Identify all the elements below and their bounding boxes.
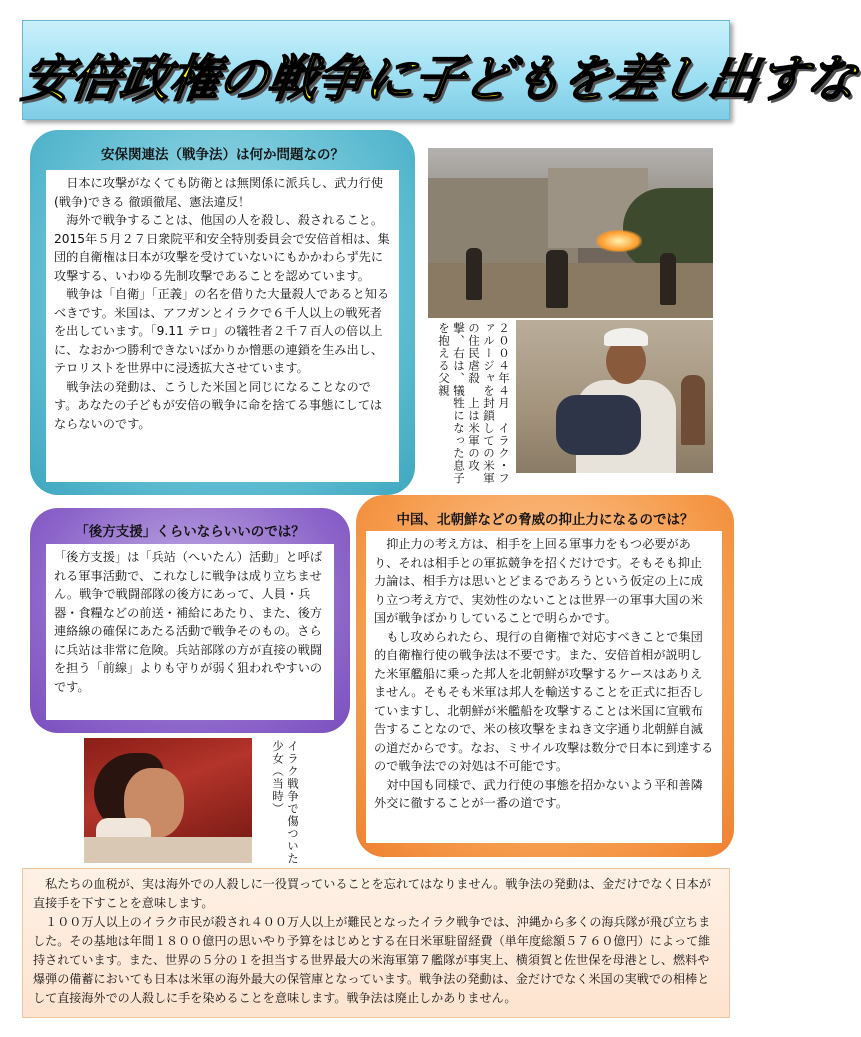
photo-person — [546, 250, 568, 308]
paragraph: １００万人以上のイラク市民が殺され４００万人以上が難民となったイラク戦争では、沖縄から多くの海兵隊が飛び立ちました。その基地は年間１８００億円の思いやり予算をはじめとする在日米軍駐留経費（単年度総額５７６０億円）によって維持されています。また、世界の５分の１を担当する世界最大の米海軍第７艦隊が事実上、横須賀と佐世保を母港とし、燃料や爆弾の備蓄においても日本は米軍の海外最大の保管庫となっています。戦争法の発動は、金だけでなく米国の実戦での相棒として直接海外での人殺しに手を染めることを意味します。戦争法は廃止しかありません。 — [33, 915, 711, 1005]
paragraph: 対中国も同様で、武力行使の事態を招かないよう平和善隣外交に徹することが一番の道です。 — [374, 777, 703, 810]
caption-iraq-photo: ２００４年４月 イラク・ファルージャを封鎖しての米軍の住民虐殺 上は米軍の攻撃、右は、犠牲になった息子を抱える父親 — [437, 322, 511, 485]
bottom-summary-body — [33, 875, 719, 1008]
photo-sheet — [84, 837, 252, 863]
photo-attack-street — [428, 148, 713, 318]
paragraph: もし攻められたら、現行の自衛権で対応すべきことで集団的自衛権行使の戦争法は不要です。また、安倍首相が説明した米軍艦船に乗った邦人を北朝鮮が攻撃するケースはありえません。そもそも米軍は邦人を輸送することを正式に拒否していますし、北朝鮮が米艦船を攻撃することは米国に宣戦布告することなので、米の核攻撃をまねき文字通り北朝鮮自滅の道だからです。なお、ミサイル攻撃は数分で日本に到達するので戦争法での対処は不可能です。 — [374, 629, 714, 773]
paragraph: 私たちの血税が、実は海外での人殺しに一役買っていることを忘れてはなりません。戦争法の発動は、金だけでなく日本が直接手を下すことを意味します。 — [33, 877, 711, 910]
photo-bystander — [681, 375, 705, 445]
section-rear-support — [30, 508, 350, 733]
paragraph: 抑止力の考え方は、相手を上回る軍事力をもつ必要があり、それは相手との軍拡競争を招くだけです。そもそも抑止力論は、相手方は思いとどまるであろうという仮定の上に成り立つ考え方で、実効性のないことは世界一の軍事大国の米国が戦争ばかりしていることで明らかです。 — [374, 537, 703, 625]
section-deterrence-heading: 中国、北朝鮮などの脅威の抑止力になるのでは？ — [396, 512, 694, 528]
photo-person — [660, 253, 676, 305]
section-deterrence — [356, 495, 734, 857]
paragraph: 「後方支援」は「兵站（へいたん）活動」と呼ばれる軍事活動で、これなしに戦争は成り立ちません。戦争で戦闘部隊の後方にあって、人員・兵器・食糧などの前送・補給にあたり、また、後方連絡線の確保にあたる活動で戦争そのもの。さらに兵站は非常に危険。兵站部隊の方が直接の戦闘を担う「前線」よりも守りが弱く狙われやすいのです。 — [54, 550, 323, 694]
paragraph: 日本に攻撃がなくても防衛とは無関係に派兵し、武力行使(戦争)できる 徹頭徹尾、憲法違反！ — [54, 176, 384, 209]
caption-girl-photo: イラク戦争で傷ついた少女（当時） — [271, 740, 300, 865]
section-security-laws-heading: 安保関連法（戦争法）は何か問題なの？ — [101, 147, 344, 163]
photo-injured-girl — [84, 738, 252, 863]
bottom-summary — [22, 868, 730, 1018]
section-security-laws — [30, 130, 415, 495]
section-deterrence-body — [366, 531, 722, 843]
photo-person — [466, 248, 482, 300]
paragraph: 戦争は「自衛」「正義」の名を借りた大量殺人であると知るべきです。米国は、アフガンとイラクで６千人以上の戦死者を出しています。「9.11 テロ」の犠牲者２千７百人の倍以上に、なおかつ勝利できないばかりか憎悪の連鎖を生み出し、テロリストを世界中に浸透拡大させています。 — [54, 287, 390, 375]
photo-child — [556, 395, 641, 455]
paragraph: 戦争法の発動は、こうした米国と同じになることなのです。あなたの子どもが安倍の戦争に命を捨てる事態にしてはならないのです。 — [54, 379, 383, 431]
photo-father-son — [516, 320, 713, 473]
page-title: 安倍政権の戦争に子どもを差し出すな — [18, 50, 860, 108]
paragraph: 海外で戦争することは、他国の人を殺し、殺されること。2015年５月２７日衆院平和安全特別委員会で安倍首相は、集団的自衛権は日本が攻撃を受けていないにもかかわらず先に攻撃する、いわゆる先制攻撃であることを認めています。 — [54, 213, 390, 283]
photo-explosion — [596, 230, 642, 252]
section-rear-support-body — [46, 544, 334, 720]
section-security-laws-body — [46, 170, 399, 482]
title-banner — [18, 20, 860, 120]
photo-father-cap — [604, 328, 648, 346]
section-rear-support-heading: 「後方支援」くらいならいいのでは？ — [75, 524, 305, 540]
